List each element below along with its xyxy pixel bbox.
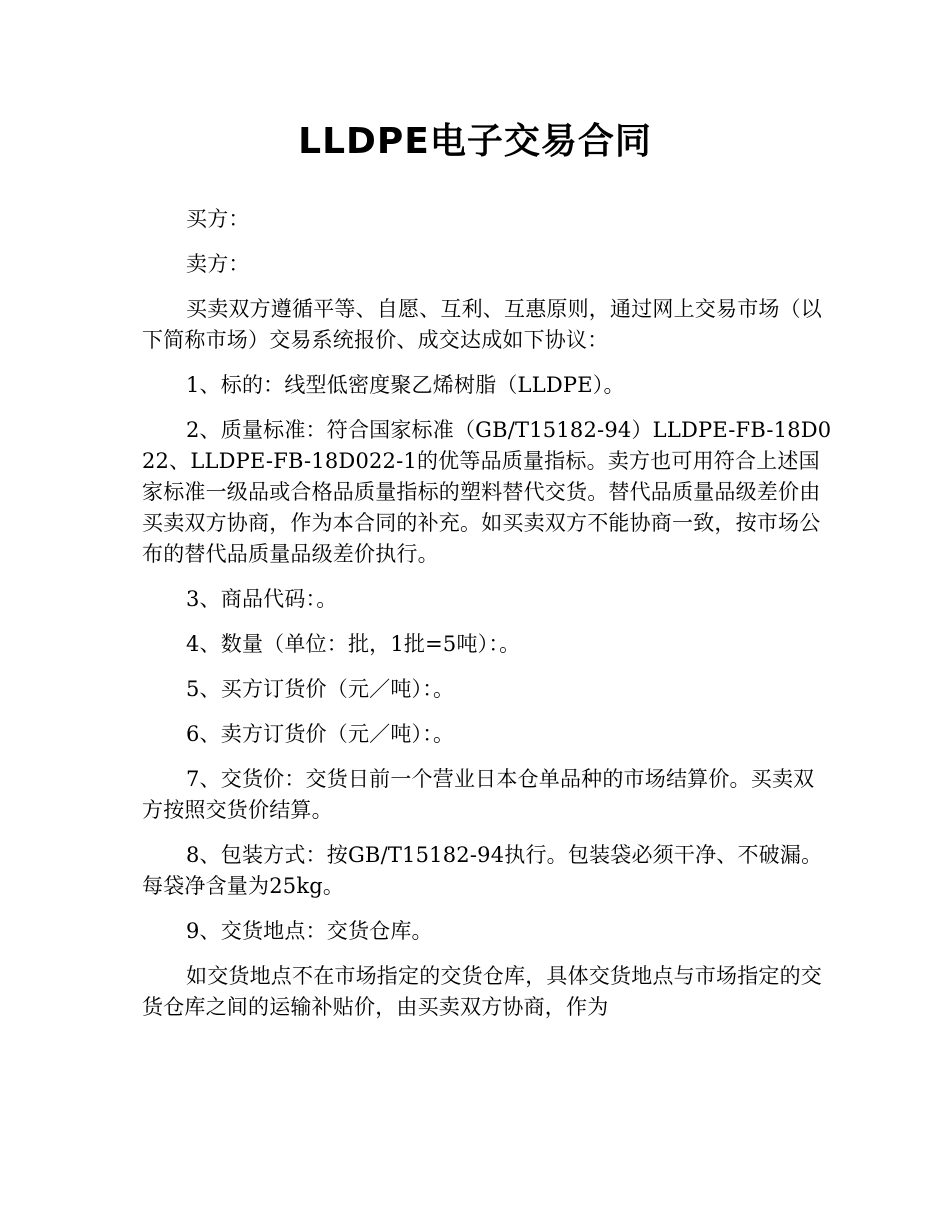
- clause-buyer-price: 5、买方订货价（元／吨）：。: [186, 677, 455, 701]
- clause-subject: 1、标的：线型低密度聚乙烯树脂（LLDPE）。: [186, 373, 625, 397]
- clause-delivery-price: 7、交货价：交货日前一个营业日本仓单品种的市场结算价。买卖双方按照交货价结算。: [142, 767, 815, 822]
- preamble-paragraph: 买卖双方遵循平等、自愿、互利、互惠原则，通过网上交易市场（以下简称市场）交易系统报价、成交达成如下协议：: [142, 297, 822, 352]
- clause-packaging: 8、包装方式：按GB/T15182-94执行。包装袋必须干净、不破漏。每袋净含量为25kg。: [142, 843, 823, 898]
- clause-quality-standard: 2、质量标准：符合国家标准（GB/T15182-94）LLDPE-FB-18D022、LLDPE-FB-18D022-1的优等品质量指标。卖方也可用符合上述国家标准一级品或合格品质量指标的塑料替代交货。替代品质量品级差价由买卖双方协商，作为本合同的补充。如买卖双方不能协商一致，按市场公布的替代品质量品级差价执行。: [142, 418, 832, 566]
- clause-seller-price: 6、卖方订货价（元／吨）：。: [186, 722, 455, 746]
- clause-quantity: 4、数量（单位：批，1批=5吨）：。: [186, 632, 521, 656]
- clause-delivery-location: 9、交货地点：交货仓库。: [186, 919, 433, 943]
- seller-line: 卖方：: [186, 252, 250, 276]
- delivery-location-note: 如交货地点不在市场指定的交货仓库，具体交货地点与市场指定的交货仓库之间的运输补贴价，由买卖双方协商，作为: [142, 964, 822, 1019]
- document-title: LLDPE电子交易合同: [298, 121, 652, 162]
- clause-commodity-code: 3、商品代码：。: [186, 587, 338, 611]
- buyer-line: 买方：: [186, 207, 250, 231]
- document-body: [142, 204, 832, 1037]
